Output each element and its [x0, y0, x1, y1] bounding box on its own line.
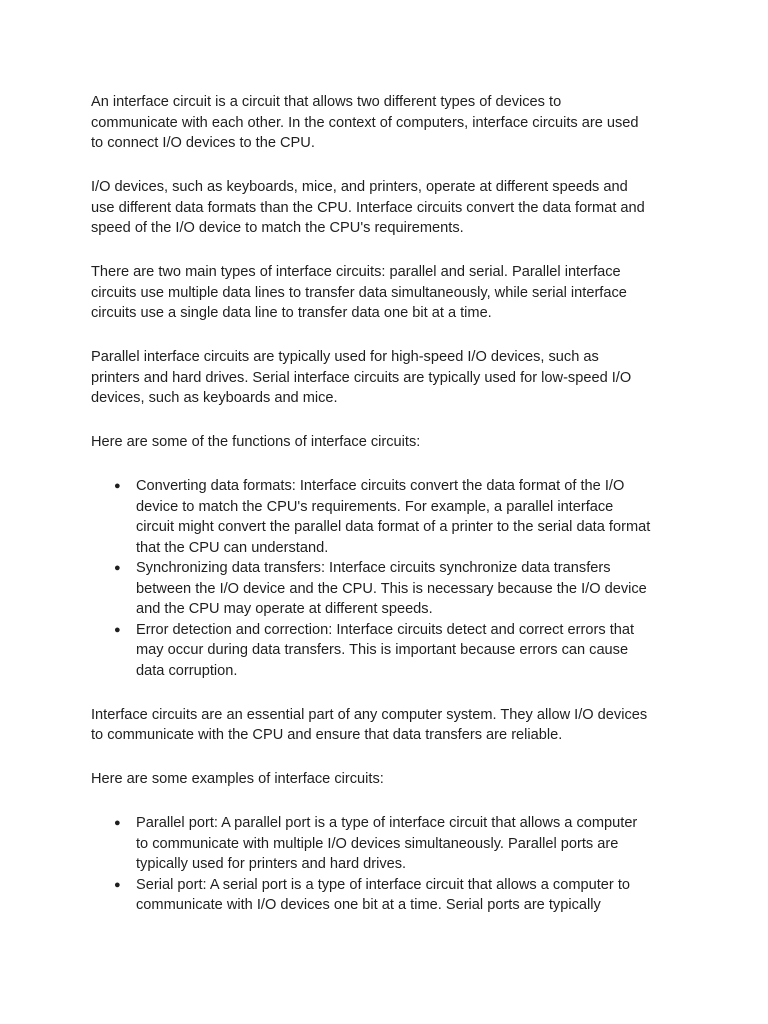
paragraph-io-devices: I/O devices, such as keyboards, mice, and printers, operate at different speeds and use different data formats than the CPU. Interface circuits convert the data format and speed of the I/O device to match the CPU's requirements. — [91, 179, 645, 236]
functions-list — [91, 476, 651, 681]
list-item — [114, 875, 651, 916]
examples-list — [91, 813, 651, 916]
document-page — [91, 92, 651, 939]
bullet-icon: ● — [114, 878, 121, 891]
paragraph-examples-intro: Here are some examples of interface circuits: — [91, 771, 384, 787]
list-item — [114, 620, 651, 682]
list-item — [114, 813, 651, 875]
paragraph-types: There are two main types of interface circuits: parallel and serial. Parallel interface circuits use multiple data lines to transfer data simultaneously, while serial interface circuits use a single data line to transfer data one bit at a time. — [91, 264, 627, 321]
bullet-icon: ● — [114, 562, 121, 574]
list-item-text: Error detection and correction: Interface circuits detect and correct errors that may occur during data transfers. This is important because errors can cause data corruption. — [136, 621, 635, 679]
list-item-text: Parallel port: A parallel port is a type of interface circuit that allows a computer to communicate with multiple I/O devices simultaneously. Parallel ports are typically used for printers and hard drives. — [136, 815, 638, 872]
list-item-text: Serial port: A serial port is a type of interface circuit that allows a computer to communicate with I/O devices one bit at a time. Serial ports are typically — [136, 876, 630, 913]
bullet-icon: ● — [114, 480, 121, 492]
bullet-icon: ● — [114, 817, 121, 829]
list-item — [114, 558, 651, 620]
paragraph-intro: An interface circuit is a circuit that allows two different types of devices to communicate with each other. In the context of computers, interface circuits are used to connect I/O devices to the CPU. — [91, 94, 639, 151]
paragraph-essential: Interface circuits are an essential part of any computer system. They allow I/O devices to communicate with the CPU and ensure that data transfers are reliable. — [91, 706, 648, 743]
list-item-text: Synchronizing data transfers: Interface circuits synchronize data transfers between the I/O device and the CPU. This is necessary because the I/O device and the CPU may operate at different speeds. — [136, 560, 647, 617]
list-item — [114, 476, 651, 558]
list-item-text: Converting data formats: Interface circuits convert the data format of the I/O device to match the CPU's requirements. For example, a parallel interface circuit might convert the parallel data format of a printer to the serial data format that the CPU can understand. — [136, 478, 651, 556]
paragraph-functions-intro: Here are some of the functions of interface circuits: — [91, 434, 421, 450]
bullet-icon: ● — [114, 623, 121, 636]
paragraph-usage: Parallel interface circuits are typically used for high-speed I/O devices, such as printers and hard drives. Serial interface circuits are typically used for low-speed I/O devices, such as keyboards and mice. — [91, 349, 632, 406]
